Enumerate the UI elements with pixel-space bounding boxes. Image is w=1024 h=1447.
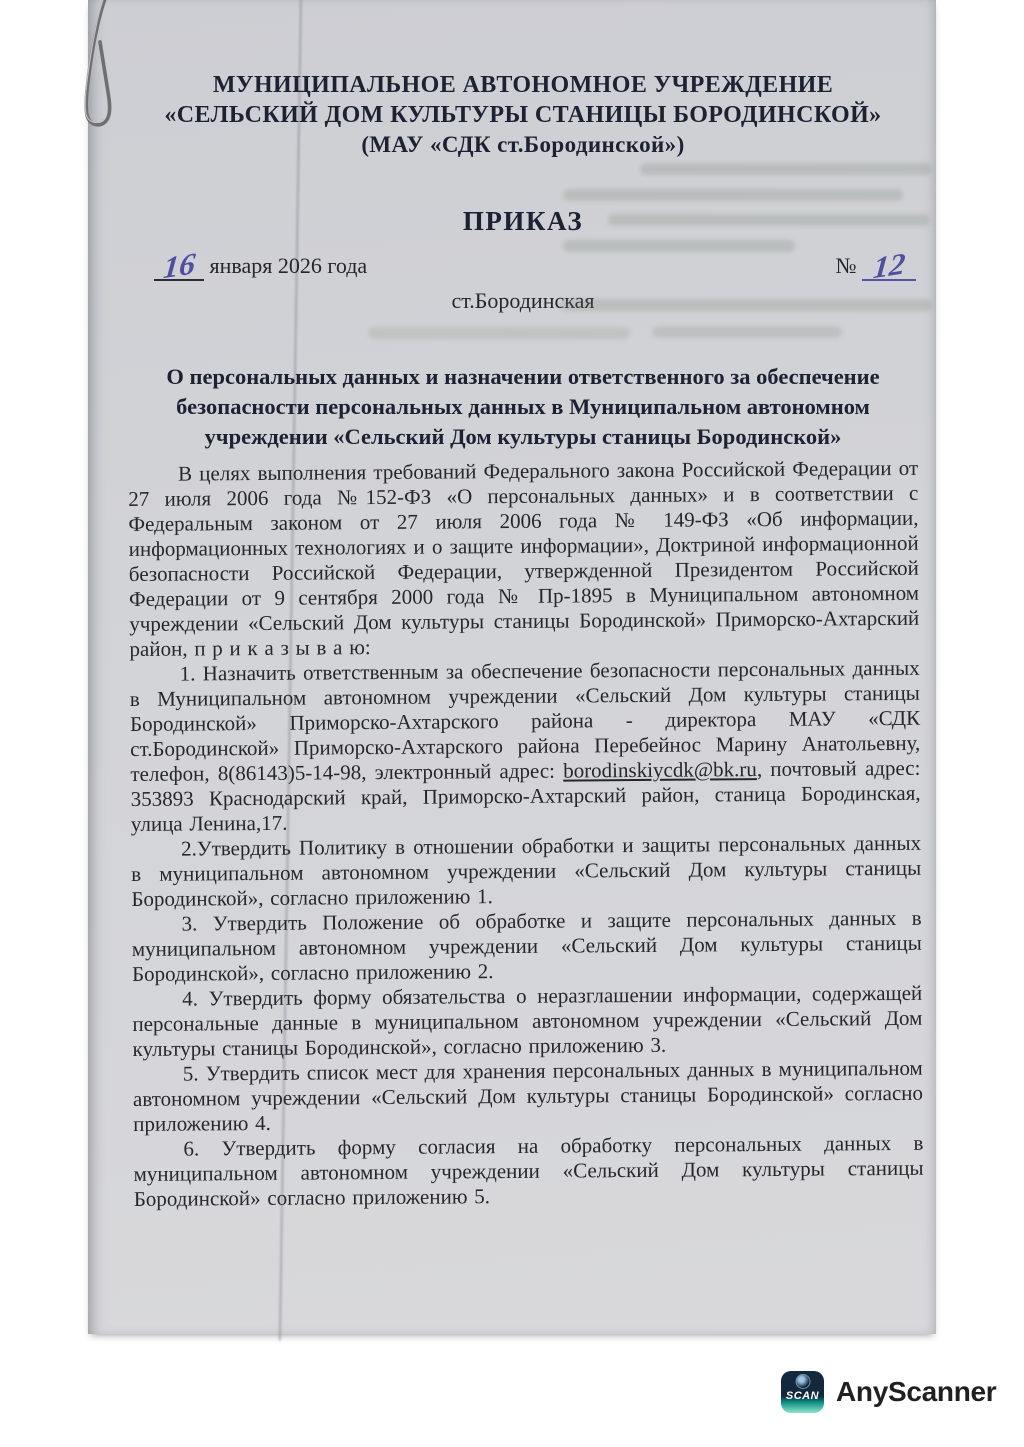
number-label: № [835,253,857,278]
item1-text-after-email: , почтовый адрес: 353893 Краснодарский край, Приморско-Ахтарский район, станица Бородинская, улица Ленина,17. [130,755,921,836]
order-item-1 [130,656,921,837]
paper-clip-icon [70,0,150,144]
date-line [154,245,368,286]
org-name-line2: «СЕЛЬСКИЙ ДОМ КУЛЬТУРЫ СТАНИЦЫ БОРОДИНСКОЙ» [164,102,882,128]
order-item-2: 2.Утвердить Политику в отношении обработки и защиты персональных данных в муниципальном автономном учреждении «Сельский Дом культуры станицы Бородинской», согласно приложению 1. [131,830,922,911]
bleedthrough-line [563,240,795,252]
handwritten-day: 16 [161,245,197,286]
bleedthrough-line [563,189,903,201]
anyscanner-app-icon [781,1371,824,1413]
place-line: ст.Бородинская [451,288,595,313]
order-item-3: 3. Утвердить Положение об обработке и защите персональных данных в муниципальном автономном учреждении «Сельский Дом культуры станицы Бородинской», согласно приложению 2. [131,905,922,986]
order-intro-paragraph: В целях выполнения требований Федерального закона Российской Федерации от 27 июля 2006 года №152-ФЗ «О персональных данных» и в соответствии с Федеральным законом от 27 июля 2006 года № 149-ФЗ «Об информации, информационных технологиях и о защите информации», Доктриной информационной безопасности Российской Федерации, утвержденной Президентом Российской Федерации от 9 сентября 2000 года № Пр-1895 в Муниципальном автономном учреждении «Сельский Дом культуры станицы Бородинской» Приморско-Ахтарский район, п р и к а з ы в а ю: [128,455,920,661]
date-number-row [128,245,918,286]
handwritten-day-slot [154,245,204,286]
number-line [835,245,917,286]
bleedthrough-line [608,214,930,226]
bleedthrough-line [560,299,932,311]
subject-heading [156,362,890,452]
scan-icon-label: SCAN [785,1390,820,1402]
email-text: borodinskiycdk@bk.ru [563,757,757,783]
organization-header [128,70,918,160]
anyscanner-wordmark: AnyScanner [836,1376,997,1407]
handwritten-number: 12 [871,245,907,286]
bleedthrough-line [368,327,630,339]
order-item-5: 5. Утвердить список мест для хранения персональных данных в муниципальном автономном учреждении «Сельский Дом культуры станицы Бородинской» согласно приложению 4. [132,1055,924,1136]
date-text: января 2026 года [209,253,368,278]
camera-lens-icon [795,1374,810,1389]
bleedthrough-line [652,326,842,338]
order-item-4: 4. Утвердить форму обязательства о неразглашении информации, содержащей персональные данные в муниципальном автономном учреждении «Сельский Дом культуры станицы Бородинской», согласно приложению 3. [132,980,923,1061]
org-name-line1: МУНИЦИПАЛЬНОЕ АВТОНОМНОЕ УЧРЕЖДЕНИЕ [212,72,834,98]
bleedthrough-line [640,163,932,175]
order-item-6: 6. Утвердить форму согласия на обработку персональных данных в муниципальном автономном учреждении «Сельский Дом культуры станицы Бородинской» согласно приложению 5. [133,1130,924,1211]
org-name-line3: (МАУ «СДК ст.Бородинской») [361,132,685,157]
document-type-title: ПРИКАЗ [462,206,584,236]
subject-line2: безопасности персональных данных в Муниципальном автономном [176,394,870,419]
subject-line1: О персональных данных и назначении ответственного за обеспечение [166,364,880,389]
subject-line3: учреждении «Сельский Дом культуры станицы Бородинской» [204,424,842,449]
order-body [128,456,924,1212]
handwritten-number-slot [862,245,916,286]
item1-text-before-email: 1. Назначить ответственным за обеспечение безопасности персональных данных в Муниципальном автономном учреждении «Сельский Дом культуры станицы Бородинской» Приморско-Ахтарского района - директора МАУ «СДК ст.Бородинской» Приморско-Ахтарского района Перебейнос Марину Анатольевну, телефон, 8(86143)5-14-98, электронный адрес: [129,655,921,786]
